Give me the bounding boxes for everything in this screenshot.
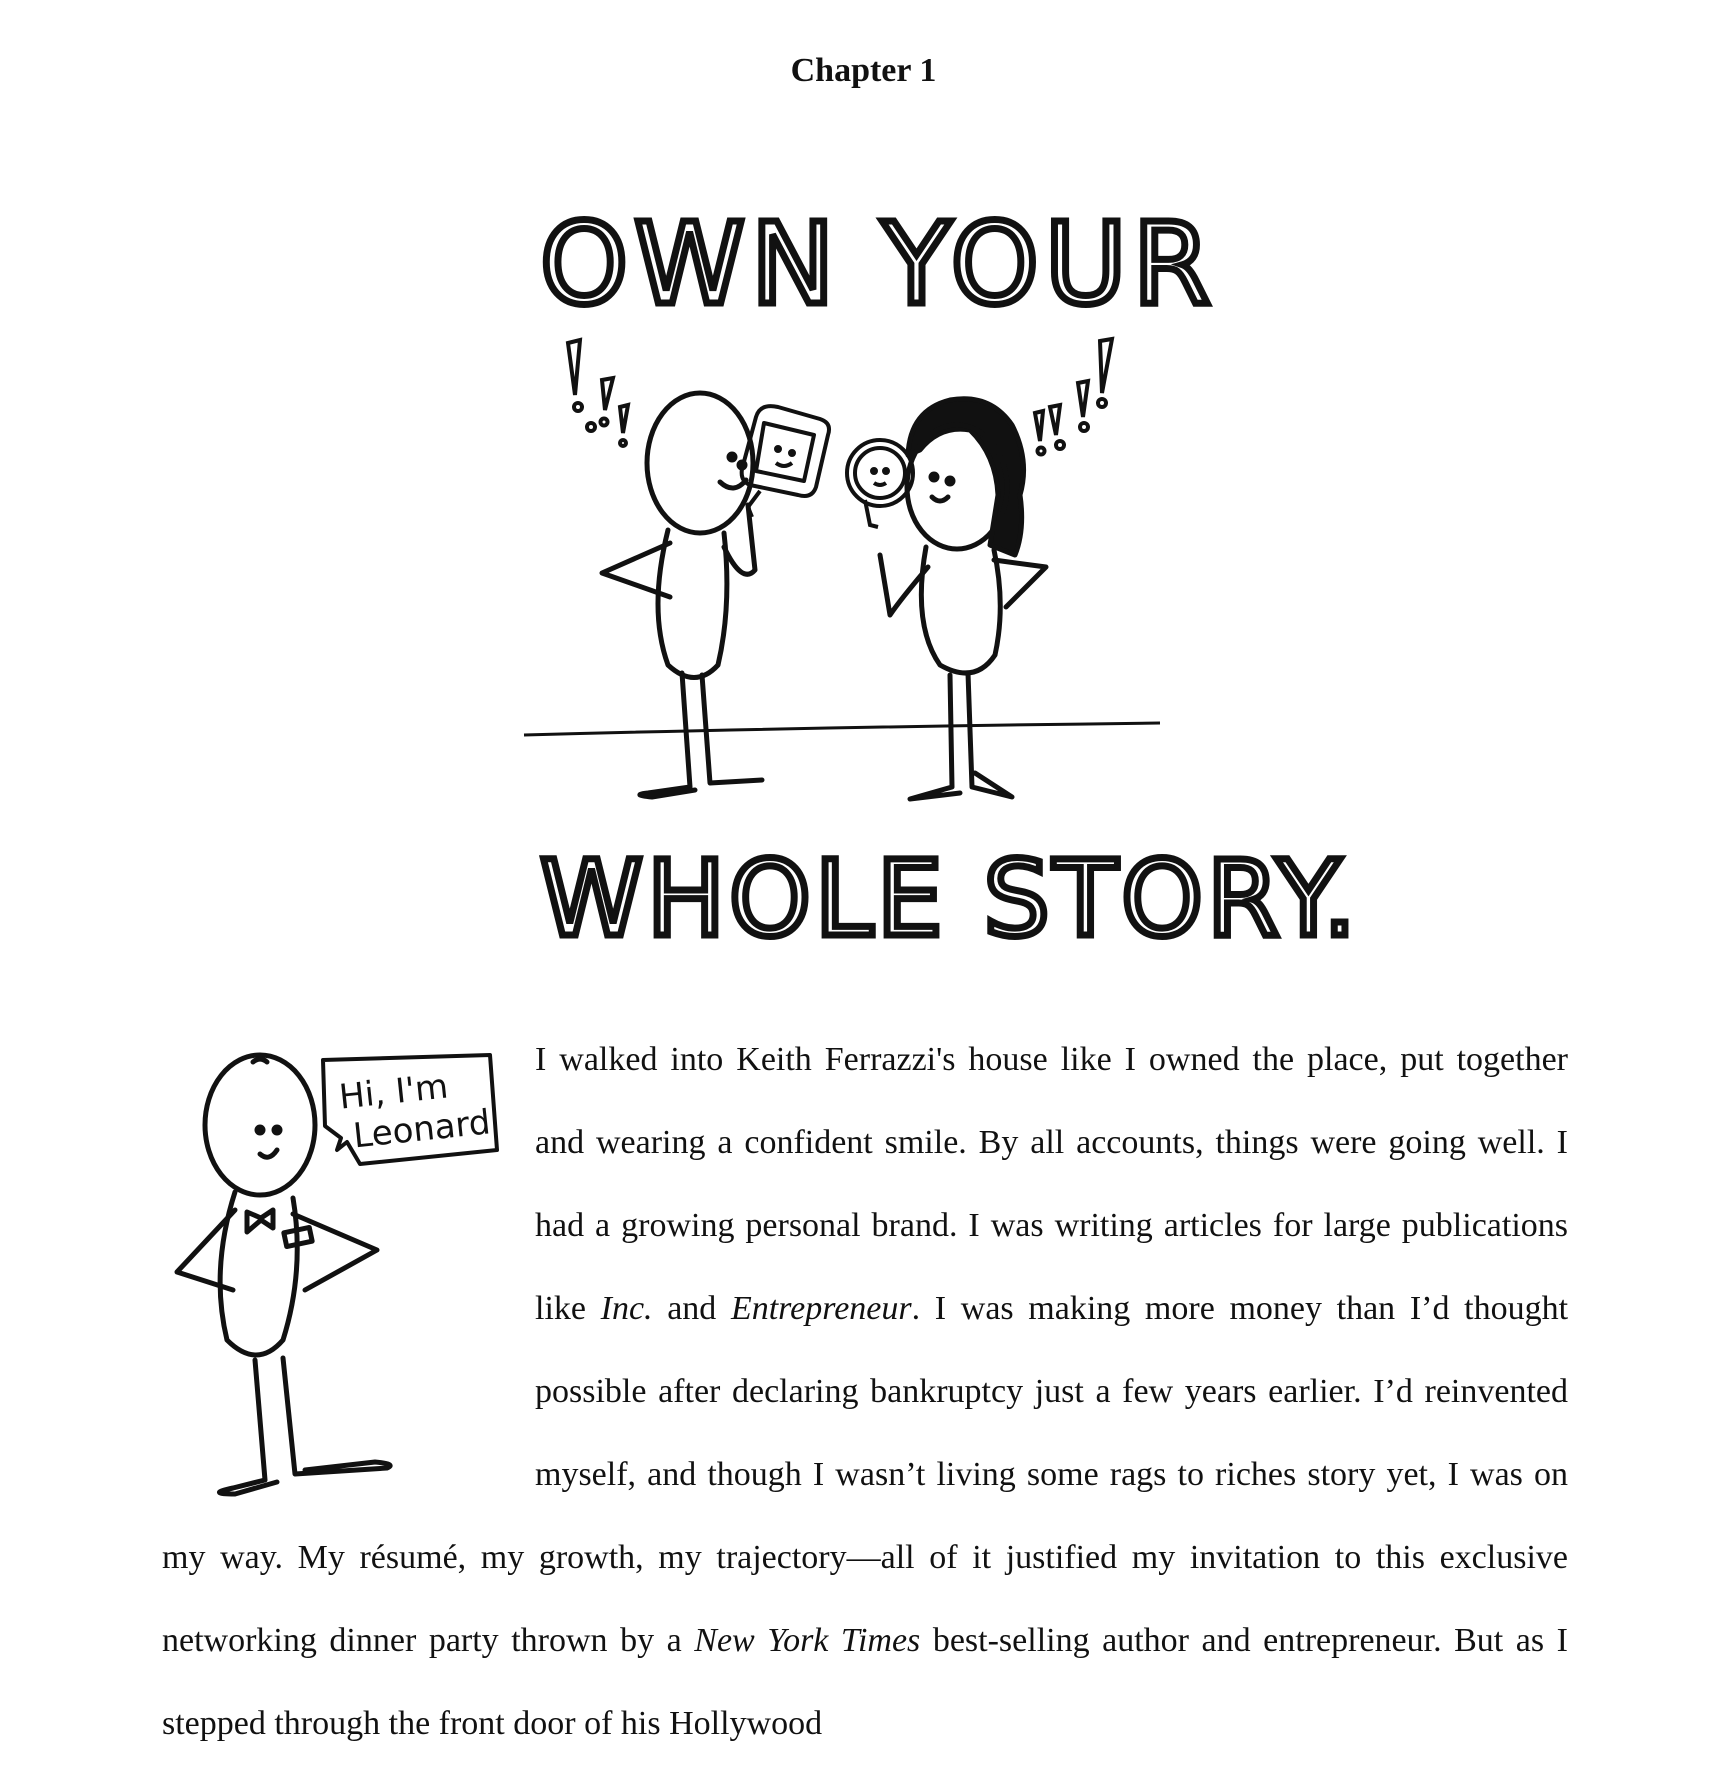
body-text-segment: and [652,1290,731,1327]
exclaim-marks-right-icon [1035,339,1112,455]
chapter-heading: Chapter 1 [790,52,937,89]
hero-title-line2: WHOLE STORY. [540,838,1361,960]
body-text-segment: I walked into Keith Ferrazzi's house like I owned the place, put together and wearing a confident smile. By all accounts, things were going well. I had a growing personal brand. I was writing articles for large publications like [535,1041,1568,1327]
exclaim-marks-left-icon [568,340,628,446]
body-text-segment: . I was making more money than I’d thought possible after declaring bankruptcy just a few years earlier. I’d reinvented myself, and though I wasn’t living some rags to riches story yet, I was on my way. My résumé, my growth, my trajectory—all of it justified my invitation to this exclusive networking dinner party thrown by a [162,1290,1569,1659]
body-text-segment: best-selling author and entrepreneur. But as I stepped through the front door of his Hollywood [162,1622,1568,1742]
name-tag-text: Hi, I'mLeonard [337,1066,493,1157]
publication-entrepreneur: Entrepreneur [730,1290,912,1327]
hero-illustration [520,195,1361,975]
illustration-spacer [162,1018,535,1516]
left-figure [602,393,762,797]
publication-nyt: New York Times [694,1622,921,1659]
right-figure [880,399,1046,799]
hero-title-line1: OWN YOUR [540,200,1217,330]
publication-inc: Inc. [600,1290,653,1327]
ground-line [524,723,1160,735]
body-paragraph [162,1018,1568,1765]
round-mirror-icon [847,440,913,527]
